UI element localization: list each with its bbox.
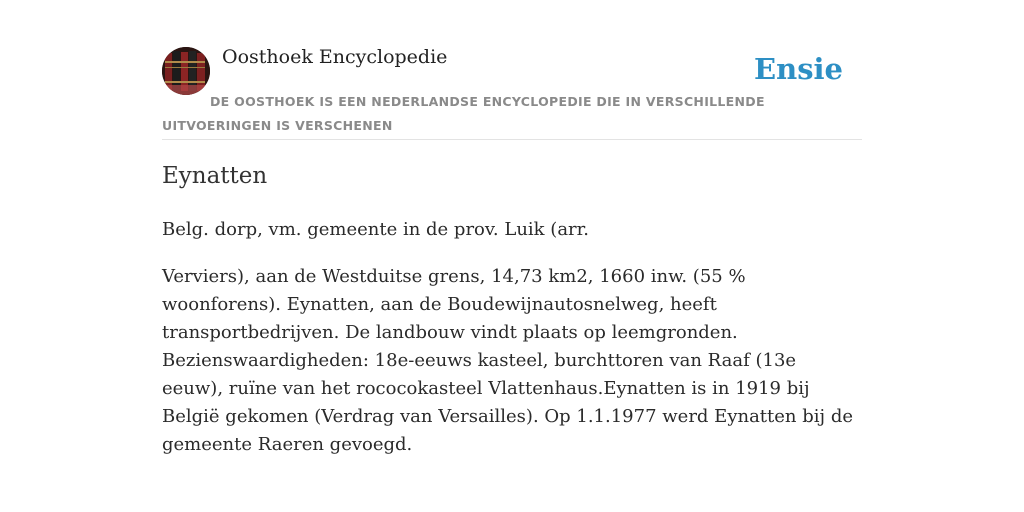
page xyxy=(162,0,862,455)
article-paragraph-1: Belg. dorp, vm. gemeente in de prov. Luik (arr. xyxy=(162,219,590,240)
site-tagline: DE OOSTHOEK IS EEN NEDERLANDSE ENCYCLOPEDIE DIE IN VERSCHILLENDE UITVOERINGEN IS VERSCHENEN xyxy=(162,94,765,133)
article-paragraph-2: Verviers), aan de Westduitse grens, 14,73 km2, 1660 inw. (55 % woonforens). Eynatten, aan de Boudewijnautosnelweg, heeft transportbedrijven. De landbouw vindt plaats op leemgronden. Bezienswaardigheden: 18e-eeuws kasteel, burchttoren van Raaf (13e eeuw), ruïne van het rococokasteel Vlattenhaus.Eynatten is in 1919 bij België gekomen (Verdrag van Versailles). Op 1.1.1977 werd Eynatten bij de gemeente Raeren gevoegd. xyxy=(162,266,853,455)
encyclopedia-books-icon[interactable] xyxy=(162,47,210,95)
ensie-logo-link[interactable]: Ensie xyxy=(754,52,843,86)
site-title[interactable]: Oosthoek Encyclopedie xyxy=(222,46,448,68)
site-header xyxy=(162,0,862,140)
article-title: Eynatten xyxy=(162,163,268,189)
